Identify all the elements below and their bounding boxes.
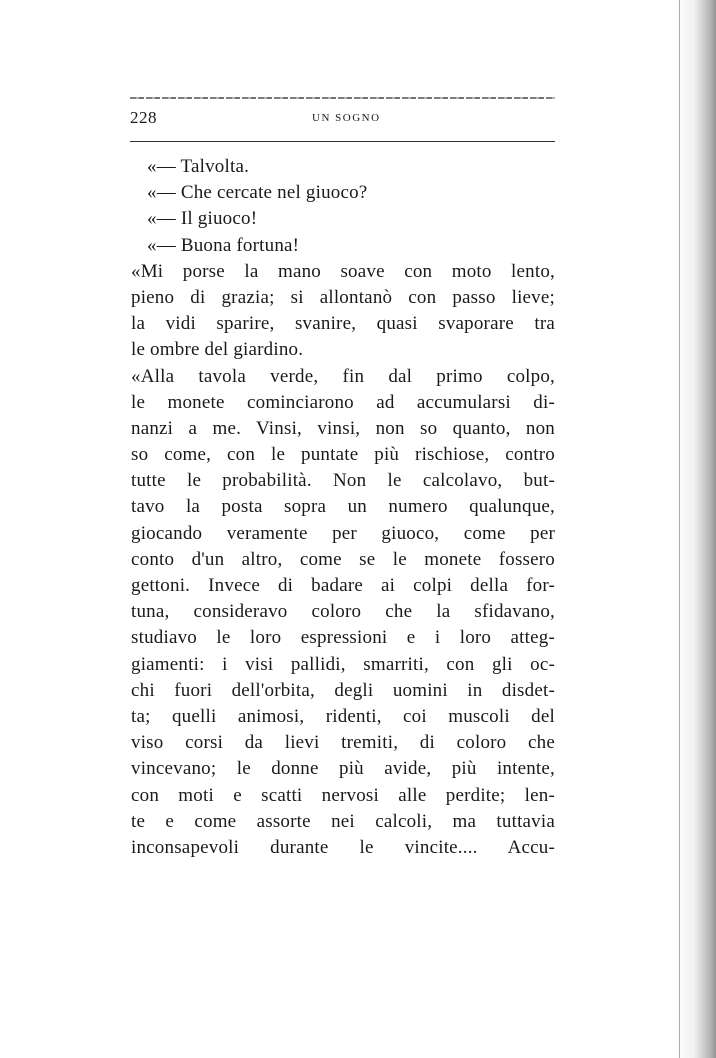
text-line: pieno di grazia; si allontanò con passo lieve; (131, 286, 555, 308)
text-line: nanzi a me. Vinsi, vinsi, non so quanto, non (131, 417, 555, 439)
text-line: con moti e scatti nervosi alle perdite; len- (131, 784, 555, 806)
text-line: gettoni. Invece di badare ai colpi della for- (131, 575, 555, 596)
text-line: inconsapevoli durante le vincite.... Accu- (131, 836, 555, 858)
text-line: chi fuori dell'orbita, degli uomini in disdet- (131, 679, 555, 701)
body-text (131, 154, 555, 861)
page-binding-shadow (676, 0, 716, 1058)
running-title: UN SOGNO (312, 112, 381, 124)
top-decorative-rule (130, 97, 555, 99)
text-line: te e come assorte nei calcoli, ma tuttavia (131, 810, 555, 832)
text-line: «— Buona fortuna! (147, 234, 300, 256)
text-line: so come, con le puntate più rischiose, contro (131, 444, 555, 466)
text-line: vincevano; le donne più avide, più intente, (131, 758, 555, 780)
text-line: «— Il giuoco! (147, 208, 258, 230)
running-head (130, 108, 555, 132)
text-line: tavo la posta sopra un numero qualunque, (131, 496, 555, 518)
text-line: «Mi porse la mano soave con moto lento, (131, 260, 555, 282)
text-line: studiavo le loro espressioni e i loro atteg- (131, 627, 555, 649)
text-line: le ombre del giardino. (131, 339, 304, 361)
page-binding-edge (679, 0, 680, 1058)
page-number: 228 (130, 108, 157, 127)
text-line: giocando veramente per giuoco, come per (131, 522, 555, 544)
text-line: le monete cominciarono ad accumularsi di- (131, 391, 555, 413)
header-rule (130, 141, 555, 142)
text-line: conto d'un altro, come se le monete fossero (131, 548, 555, 570)
text-line: tutte le probabilità. Non le calcolavo, but- (131, 470, 555, 492)
text-line: giamenti: i visi pallidi, smarriti, con gli oc- (131, 653, 555, 675)
text-line: la vidi sparire, svanire, quasi svaporare tra (131, 313, 555, 335)
text-line: «— Talvolta. (147, 156, 250, 177)
text-line: viso corsi da lievi tremiti, di coloro che (131, 732, 555, 754)
text-line: «— Che cercate nel giuoco? (147, 182, 368, 204)
text-line: ta; quelli animosi, ridenti, coi muscoli del (131, 705, 555, 727)
text-line: «Alla tavola verde, fin dal primo colpo, (131, 365, 555, 387)
text-line: tuna, consideravo coloro che la sfidavano, (131, 601, 555, 623)
